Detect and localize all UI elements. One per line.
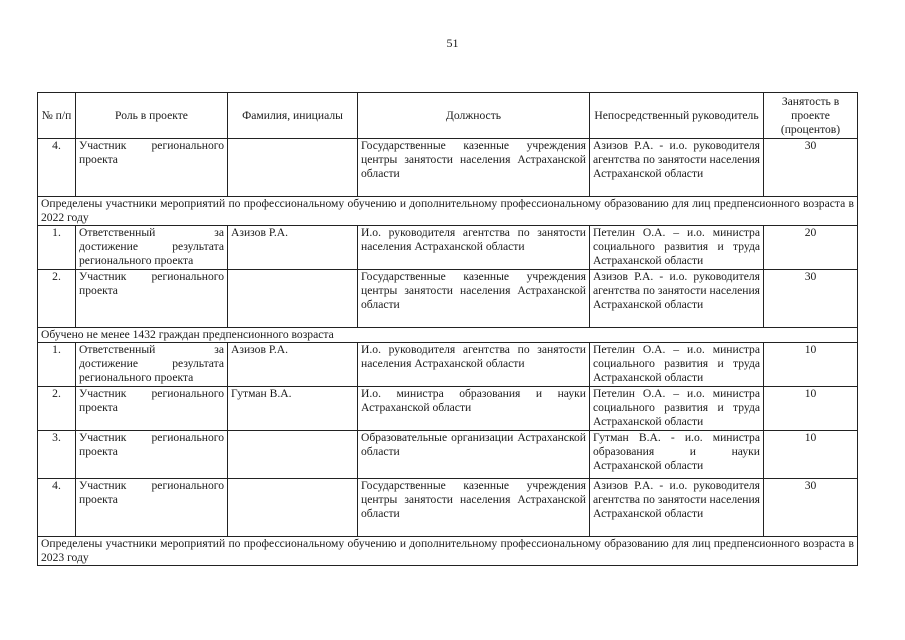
row-num: 3.	[38, 431, 76, 479]
row-role: Участник регионального проекта	[76, 139, 228, 197]
row-position: Государственные казенные учреждения центры занятости населения Астраханской области	[358, 270, 590, 328]
row-manager: Азизов Р.А. - и.о. руководителя агентства по занятости населения Астраханской области	[590, 139, 764, 197]
row-employment: 10	[764, 431, 858, 479]
row-name	[228, 270, 358, 328]
row-manager: Петелин О.А. – и.о. министра социального развития и труда Астраханской области	[590, 343, 764, 387]
row-position: И.о. руководителя агентства по занятости населения Астраханской области	[358, 343, 590, 387]
project-participants-table	[37, 92, 858, 566]
row-position: И.о. министра образования и науки Астраханской области	[358, 387, 590, 431]
table-row	[38, 139, 858, 197]
header-employment: Занятость в проекте (процентов)	[764, 93, 858, 139]
row-position: Образовательные организации Астраханской области	[358, 431, 590, 479]
row-employment: 30	[764, 270, 858, 328]
page-number: 51	[446, 36, 459, 50]
row-name	[228, 479, 358, 537]
row-num: 2.	[38, 387, 76, 431]
row-manager: Петелин О.А. – и.о. министра социального развития и труда Астраханской области	[590, 226, 764, 270]
section-title: Обучено не менее 1432 граждан предпенсионного возраста	[38, 328, 858, 343]
row-name: Гутман В.А.	[228, 387, 358, 431]
row-num: 2.	[38, 270, 76, 328]
table-row	[38, 387, 858, 431]
section-row	[38, 537, 858, 566]
table-row	[38, 226, 858, 270]
row-position: Государственные казенные учреждения центры занятости населения Астраханской области	[358, 139, 590, 197]
table-row	[38, 431, 858, 479]
row-name: Азизов Р.А.	[228, 226, 358, 270]
row-role: Участник регионального проекта	[76, 431, 228, 479]
row-role: Участник регионального проекта	[76, 387, 228, 431]
header-position: Должность	[358, 93, 590, 139]
row-num: 1.	[38, 226, 76, 270]
section-title: Определены участники мероприятий по профессиональному обучению и дополнительному профессиональному образованию для лиц предпенсионного возраста в 2022 году	[38, 197, 858, 226]
row-num: 1.	[38, 343, 76, 387]
row-employment: 20	[764, 226, 858, 270]
header-manager: Непосредственный руководитель	[590, 93, 764, 139]
table-header-row	[38, 93, 858, 139]
row-role: Ответственный за достижение результата регионального проекта	[76, 343, 228, 387]
table-row	[38, 270, 858, 328]
row-num: 4.	[38, 139, 76, 197]
section-row	[38, 328, 858, 343]
row-employment: 10	[764, 387, 858, 431]
table-row	[38, 343, 858, 387]
row-role: Участник регионального проекта	[76, 479, 228, 537]
section-title: Определены участники мероприятий по профессиональному обучению и дополнительному профессиональному образованию для лиц предпенсионного возраста в 2023 году	[38, 537, 858, 566]
header-name: Фамилия, инициалы	[228, 93, 358, 139]
row-position: Государственные казенные учреждения центры занятости населения Астраханской области	[358, 479, 590, 537]
row-employment: 30	[764, 139, 858, 197]
row-num: 4.	[38, 479, 76, 537]
row-manager: Гутман В.А. - и.о. министра образования и науки Астраханской области	[590, 431, 764, 479]
row-role: Участник регионального проекта	[76, 270, 228, 328]
row-name	[228, 139, 358, 197]
header-num: № п/п	[38, 93, 76, 139]
row-name: Азизов Р.А.	[228, 343, 358, 387]
row-name	[228, 431, 358, 479]
row-employment: 10	[764, 343, 858, 387]
row-manager: Азизов Р.А. - и.о. руководителя агентства по занятости населения Астраханской области	[590, 479, 764, 537]
row-employment: 30	[764, 479, 858, 537]
row-manager: Петелин О.А. – и.о. министра социального развития и труда Астраханской области	[590, 387, 764, 431]
header-role: Роль в проекте	[76, 93, 228, 139]
row-manager: Азизов Р.А. - и.о. руководителя агентства по занятости населения Астраханской области	[590, 270, 764, 328]
table-row	[38, 479, 858, 537]
row-role: Ответственный за достижение результата регионального проекта	[76, 226, 228, 270]
row-position: И.о. руководителя агентства по занятости населения Астраханской области	[358, 226, 590, 270]
section-row	[38, 197, 858, 226]
